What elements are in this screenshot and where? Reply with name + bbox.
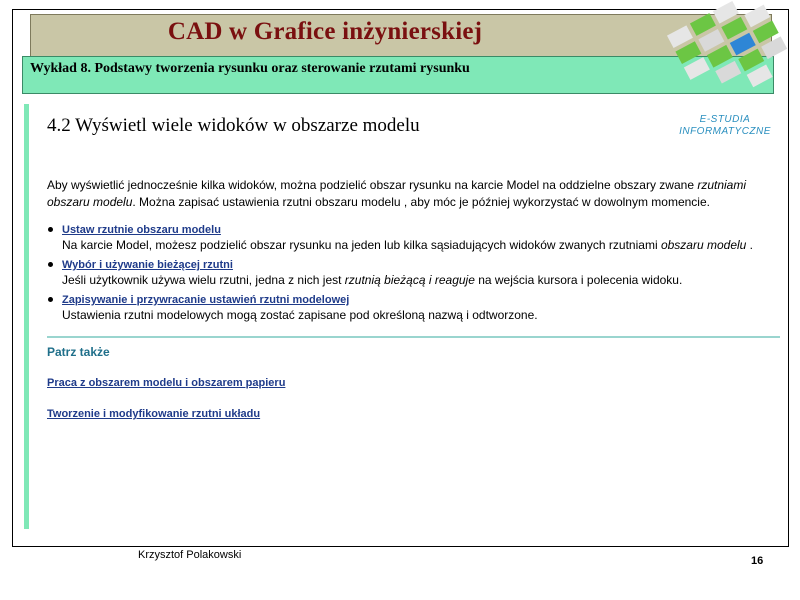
- see-also-heading: Patrz także: [47, 345, 110, 359]
- logo-line-2: INFORMATYCZNE: [679, 126, 771, 137]
- bullet-icon: [48, 297, 53, 302]
- intro-text-a: Aby wyświetlić jednocześnie kilka widoków, można podzielić obszar rysunku na karcie Model na oddzielne obszary zwane: [47, 178, 698, 192]
- section-divider: [47, 336, 780, 338]
- list-item: [47, 292, 762, 323]
- topic-desc-a: Na karcie Model, możesz podzielić obszar rysunku na jeden lub kilka sąsiadujących widoków zwanych rzutniami: [62, 238, 661, 252]
- see-also-link[interactable]: Praca z obszarem modelu i obszarem papieru: [47, 377, 286, 389]
- logo-line-1: E-STUDIA: [699, 114, 751, 125]
- topic-link[interactable]: Wybór i używanie bieżącej rzutni: [62, 259, 233, 271]
- bullet-icon: [48, 227, 53, 232]
- intro-paragraph: [47, 177, 762, 211]
- see-also-link[interactable]: Tworzenie i modyfikowanie rzutni układu: [47, 408, 261, 420]
- page-number: 16: [751, 555, 764, 567]
- section-title: 4.2 Wyświetl wiele widoków w obszarze modelu: [47, 115, 420, 136]
- intro-text-em: rzutniami obszaru modelu: [47, 178, 747, 209]
- list-item: [47, 222, 762, 253]
- topic-desc-b: .: [746, 238, 754, 252]
- bullet-icon: [48, 262, 53, 267]
- topic-desc-a: Jeśli użytkownik używa wielu rzutni, jedna z nich jest: [62, 273, 345, 287]
- topic-link[interactable]: Ustaw rzutnie obszaru modelu: [62, 224, 221, 236]
- left-accent-bar: [24, 104, 29, 529]
- list-item: [47, 257, 762, 288]
- lecture-subtitle: Wykład 8. Podstawy tworzenia rysunku oraz sterowanie rzutami rysunku: [30, 61, 470, 76]
- topic-desc-a: Ustawienia rzutni modelowych mogą zostać zapisane pod określoną nazwą i odtworzone.: [62, 308, 538, 322]
- topic-list: [47, 222, 762, 327]
- topic-link[interactable]: Zapisywanie i przywracanie ustawień rzutni modelowej: [62, 294, 350, 306]
- slide-title: CAD w Grafice inżynierskiej: [167, 18, 483, 45]
- topic-desc-em: obszaru modelu: [660, 238, 747, 252]
- topic-desc-b: na wejścia kursora i polecenia widoku.: [474, 273, 683, 287]
- logo-caption: [671, 114, 779, 138]
- intro-text-b: . Można zapisać ustawienia rzutni obszaru modelu , aby móc je później wykorzystać w dowolnym momencie.: [132, 195, 710, 209]
- footer-author: Krzysztof Polakowski: [138, 549, 242, 561]
- topic-desc-em: rzutnią bieżącą i reaguje: [344, 273, 475, 287]
